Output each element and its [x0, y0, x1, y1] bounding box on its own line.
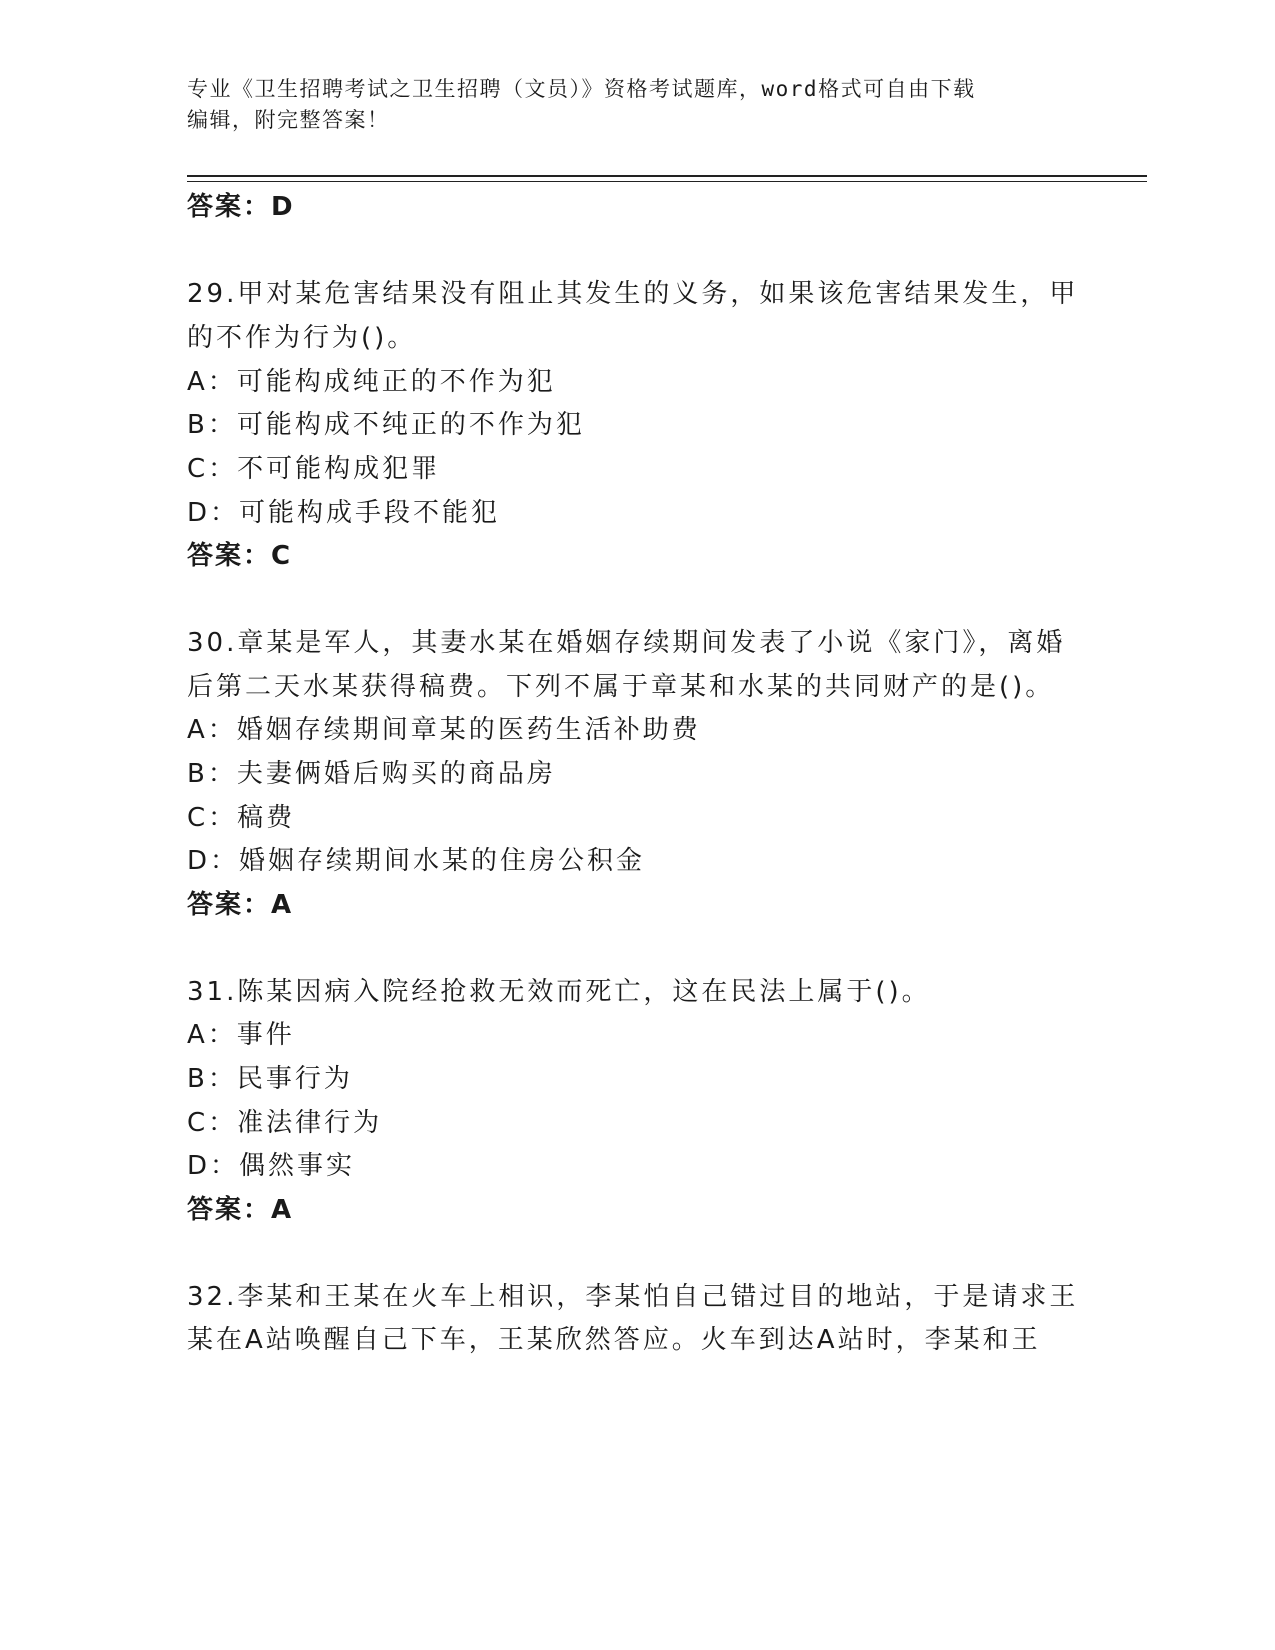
- question-31-line-1: 31.陈某因病入院经抢救无效而死亡，这在民法上属于()。: [187, 977, 931, 1007]
- header-line-1: 专业《卫生招聘考试之卫生招聘（文员）》资格考试题库，word格式可自由下载: [187, 77, 976, 101]
- question-29-option-d: D：可能构成手段不能犯: [187, 498, 501, 528]
- question-30-option-c: C：稿费: [187, 803, 296, 833]
- header-divider-thick: [187, 175, 1147, 177]
- question-29-option-a: A：可能构成纯正的不作为犯: [187, 367, 556, 397]
- header-line-2: 编辑，附完整答案！: [187, 108, 390, 132]
- question-32-line-2: 某在A站唤醒自己下车，王某欣然答应。火车到达A站时，李某和王: [187, 1325, 1041, 1355]
- question-30-line-2: 后第二天水某获得稿费。下列不属于章某和水某的共同财产的是()。: [187, 672, 1055, 702]
- answer-28: 答案：D: [187, 192, 295, 222]
- document-header: [187, 74, 1067, 136]
- question-30-line-1: 30.章某是军人，其妻水某在婚姻存续期间发表了小说《家门》，离婚: [187, 628, 1066, 658]
- question-29-line-2: 的不作为行为()。: [187, 323, 417, 353]
- question-29-line-1: 29.甲对某危害结果没有阻止其发生的义务，如果该危害结果发生，甲: [187, 279, 1079, 309]
- question-32-line-1: 32.李某和王某在火车上相识，李某怕自己错过目的地站，于是请求王: [187, 1282, 1079, 1312]
- question-29-option-c: C：不可能构成犯罪: [187, 454, 441, 484]
- header-divider-thin: [187, 181, 1147, 182]
- question-31-option-b: B：民事行为: [187, 1064, 353, 1094]
- question-30-option-b: B：夫妻俩婚后购买的商品房: [187, 759, 556, 789]
- answer-31: 答案：A: [187, 1195, 294, 1225]
- question-31-option-a: A：事件: [187, 1020, 295, 1050]
- question-31-option-d: D：偶然事实: [187, 1151, 356, 1181]
- question-29-option-b: B：可能构成不纯正的不作为犯: [187, 410, 585, 440]
- answer-29: 答案：C: [187, 541, 293, 571]
- question-30-option-d: D：婚姻存续期间水某的住房公积金: [187, 846, 646, 876]
- answer-30: 答案：A: [187, 890, 294, 920]
- question-31-option-c: C：准法律行为: [187, 1108, 383, 1138]
- question-30-option-a: A：婚姻存续期间章某的医药生活补助费: [187, 715, 701, 745]
